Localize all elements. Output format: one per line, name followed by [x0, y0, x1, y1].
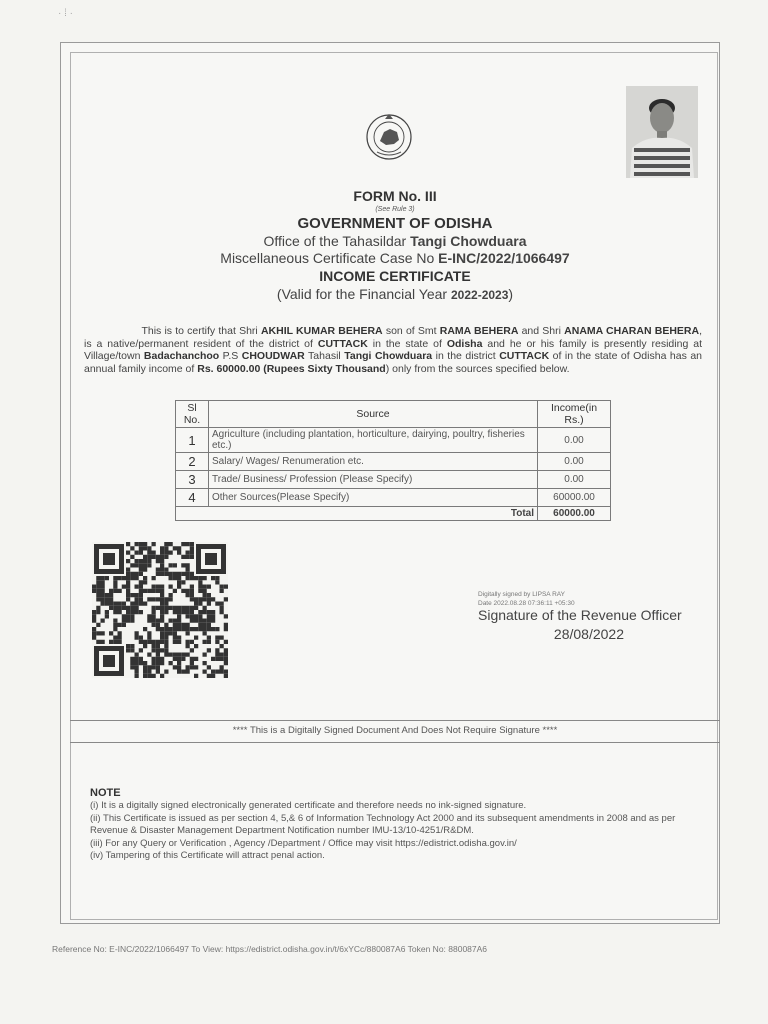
header-sl: Sl No. — [176, 401, 209, 428]
father-name: ANAMA CHARAN BEHERA — [564, 325, 700, 337]
tahasil-name: Tangi Chowduara — [344, 350, 433, 363]
validity-line: (Valid for the Financial Year 2022-2023) — [276, 286, 514, 302]
district-name-2: CUTTACK — [499, 350, 550, 363]
row-source: Salary/ Wages/ Renumeration etc. — [209, 453, 538, 471]
certificate-title: INCOME CERTIFICATE — [319, 268, 471, 284]
total-value: 60000.00 — [538, 507, 611, 521]
odisha-emblem-icon — [364, 110, 414, 162]
office-name: Tangi Chowduara — [410, 233, 527, 249]
qr-finder-top-left — [94, 544, 124, 574]
note-item: (iv) Tampering of this Certificate will attract penal action. — [90, 850, 325, 862]
row-source: Other Sources(Please Specify) — [209, 489, 538, 507]
row-amount: 60000.00 — [538, 489, 611, 507]
reference-footer: Reference No: E-INC/2022/1066497 To View: https://edistrict.odisha.gov.in/t/6xYCc/880087A6 Token No: 880087A6 — [52, 944, 488, 954]
mother-name: RAMA BEHERA — [439, 325, 519, 337]
row-sl: 1 — [176, 428, 209, 453]
form-number: FORM No. III — [353, 188, 437, 204]
government-title: GOVERNMENT OF ODISHA — [297, 215, 493, 232]
income-table — [175, 400, 611, 521]
table-header-row — [176, 401, 611, 428]
table-row — [176, 428, 611, 453]
qr-finder-bottom-left — [94, 646, 124, 676]
row-sl: 3 — [176, 471, 209, 489]
certification-paragraph: This is to certify that Shri AKHIL KUMAR BEHERA son of Smt RAMA BEHERA and Shri ANAMA CHARAN BEHERA, is a native/permanent resident of the district of CUTTACK in the state of Odisha and he or his family is presently residing at Village/town Badachanchoo P.S CHOUDWAR Tahasil Tangi Chowduara in the district CUTTACK of in the state of Odisha has an annual family income of Rs. 60000.00 (Rupees Sixty Thousand) only from the sources specified below. — [84, 325, 702, 375]
table-row — [176, 471, 611, 489]
signature-date: 28/08/2022 — [553, 626, 624, 642]
divider-top — [70, 720, 720, 721]
note-list — [90, 800, 710, 863]
header-source: Source — [209, 401, 538, 428]
applicant-photo — [626, 86, 698, 178]
village-name: Badachanchoo — [143, 350, 220, 363]
case-number: E-INC/2022/1066497 — [438, 250, 570, 266]
note-item: (ii) This Certificate is issued as per section 4, 5,& 6 of Information Technology Act 2000 and its subsequent amendments in 2008 and as per Revenue & Disaster Management Department Notification number IMU-13/10-4251/R&DM. — [90, 812, 676, 836]
state-name: Odisha — [446, 337, 483, 350]
office-line: Office of the Tahasildar Tangi Chowduara — [263, 233, 527, 249]
table-row — [176, 453, 611, 471]
police-station: CHOUDWAR — [241, 350, 305, 363]
row-amount: 0.00 — [538, 428, 611, 453]
qr-finder-top-right — [196, 544, 226, 574]
qr-code[interactable] — [92, 542, 228, 678]
financial-year: 2022-2023 — [451, 288, 509, 302]
header-income: Income(in Rs.) — [538, 401, 611, 428]
row-amount: 0.00 — [538, 471, 611, 489]
row-sl: 2 — [176, 453, 209, 471]
margin-scribble: · ⁞ · — [58, 8, 73, 19]
district-name: CUTTACK — [317, 337, 368, 350]
case-number-line: Miscellaneous Certificate Case No E-INC/2022/1066497 — [220, 250, 570, 266]
form-rule: (See Rule 3) — [375, 206, 415, 213]
signature-label: Signature of the Revenue Officer — [478, 607, 682, 623]
note-item[interactable]: (iii) For any Query or Verification , Agency /Department / Office may visit https://edistrict.odisha.gov.in/ — [90, 837, 517, 849]
total-row — [176, 507, 611, 521]
digital-signature-notice: **** This is a Digitally Signed Document And Does Not Require Signature **** — [232, 725, 558, 736]
note-heading: NOTE — [90, 787, 121, 799]
row-sl: 4 — [176, 489, 209, 507]
note-item: (i) It is a digitally signed electronically generated certificate and therefore needs no ink-signed signature. — [90, 800, 527, 811]
digital-signature-stamp: Digitally signed by LIPSA RAY Date 2022.08.28 07:36:11 +05:30 — [478, 591, 575, 607]
divider-bottom — [70, 742, 720, 743]
applicant-name: AKHIL KUMAR BEHERA — [260, 325, 383, 337]
total-label: Total — [176, 507, 538, 521]
table-row — [176, 489, 611, 507]
row-amount: 0.00 — [538, 453, 611, 471]
income-amount: Rs. 60000.00 (Rupees Sixty Thousand — [197, 362, 386, 375]
row-source: Agriculture (including plantation, horticulture, dairying, poultry, fisheries etc.) — [209, 428, 538, 453]
row-source: Trade/ Business/ Profession (Please Specify) — [209, 471, 538, 489]
